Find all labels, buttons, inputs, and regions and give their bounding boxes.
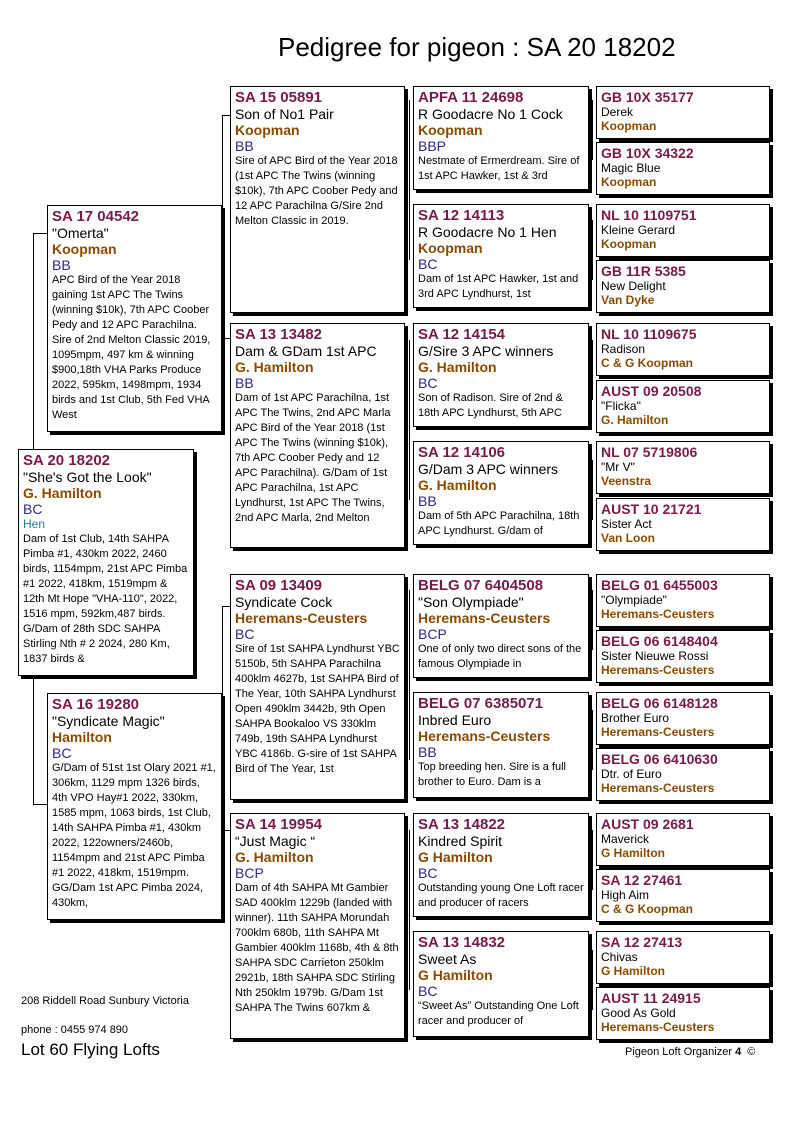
breeder: Van Loon (601, 531, 655, 545)
ring-number: AUST 10 21721 (601, 501, 702, 517)
notes: Top breeding hen. Sire is a full brother to Euro. Dam is a (418, 761, 566, 788)
copyright-symbol: © (747, 1046, 756, 1058)
ring-number: NL 10 1109751 (601, 207, 697, 223)
pigeon-name: G/Dam 3 APC winners (418, 461, 559, 477)
pigeon-card-sire-dam[interactable] (230, 323, 405, 548)
address: 208 Riddell Road Sunbury Victoria (21, 995, 189, 1007)
connector-line (409, 100, 410, 260)
pigeon-name: Kindred Spirit (418, 833, 503, 849)
connector-line (409, 340, 410, 500)
connector-line (33, 804, 47, 805)
colour: BCP (418, 626, 447, 642)
colour: BC (418, 375, 438, 391)
pigeon-name: “Just Magic “ (235, 833, 316, 849)
pigeon-card-gen4[interactable] (596, 574, 770, 627)
breeder: Koopman (601, 119, 657, 133)
pigeon-name: "She's Got the Look" (23, 469, 152, 485)
pigeon-name: "Flicka" (601, 399, 641, 413)
colour: BB (235, 375, 254, 391)
pigeon-name: "Olympiade" (601, 593, 667, 607)
breeder: Heremans-Ceusters (418, 610, 551, 626)
ring-number: GB 10X 35177 (601, 89, 694, 105)
breeder: G. Hamilton (235, 359, 314, 375)
connector-line (592, 460, 593, 520)
ring-number: BELG 07 6404508 (418, 577, 544, 594)
pigeon-name: "Mr V" (601, 460, 635, 474)
notes: Nestmate of Ermerdream. Sire of 1st APC Hawker, 1st & 3rd (418, 155, 580, 182)
pigeon-name: Maverick (601, 832, 650, 846)
ring-number: SA 12 14106 (418, 444, 506, 461)
ring-number: AUST 09 20508 (601, 383, 702, 399)
pigeon-card-gen4[interactable] (596, 204, 770, 257)
ring-number: SA 15 05891 (235, 89, 323, 106)
pigeon-card-gen4[interactable] (596, 630, 770, 683)
pigeon-name: New Delight (601, 279, 666, 293)
breeder: G. Hamilton (601, 413, 669, 427)
ring-number: BELG 06 6410630 (601, 751, 718, 767)
ring-number: BELG 06 6148128 (601, 695, 718, 711)
pigeon-name: Brother Euro (601, 711, 670, 725)
ring-number: AUST 11 24915 (601, 990, 701, 1006)
sex: Hen (23, 517, 46, 531)
connector-line (592, 950, 593, 1010)
ring-number: AUST 09 2681 (601, 816, 694, 832)
ring-number: BELG 01 6455003 (601, 577, 718, 593)
pigeon-card-gen4[interactable] (596, 86, 770, 139)
colour: BCP (235, 865, 264, 881)
ring-number: NL 10 1109675 (601, 326, 697, 342)
pigeon-card-gen4[interactable] (596, 142, 770, 195)
breeder: Koopman (418, 122, 483, 138)
pigeon-card-gen4[interactable] (596, 692, 770, 745)
pigeon-name: Dtr. of Euro (601, 767, 662, 781)
pigeon-card-gen4[interactable] (596, 748, 770, 801)
notes: Dam of 1st Club, 14th SAHPA Pimba #1, 430km 2022, 2460 birds, 1154mpm, 21st APC Pimba #1 2022, 418km, 1519mpm & 12th Mt Hope "VHA-110", 2022, 1516 mpm, 592km,487 birds. G/Dam of 28th SDC SAHPA Stirling Nth # 2 2024, 280 Km, 1837 birds & (23, 533, 188, 665)
notes: G/Dam of 51st 1st Olary 2021 #1, 306km, 1129 mpm 1326 birds, 4th VPO Hay#1 2022, 330km, 1585 mpm, 1063 birds, 1st Club, 14th SAHPA Pimba #1, 430km 2022, 122owners/2460b, 1154mpm and 21st APC Pimba #1 2022, 418km, 1519mpm. GG/Dam 1st APC Pimba 2024, 430km, (52, 762, 216, 909)
connector-line (33, 677, 34, 804)
ring-number: BELG 06 6148404 (601, 633, 718, 649)
pigeon-name: R Goodacre No 1 Cock (418, 106, 563, 122)
pigeon-name: Sister Nieuwe Rossi (601, 649, 709, 663)
notes: APC Bird of the Year 2018 gaining 1st APC The Twins (winning $10k), 7th APC Coober Pedy and 12 APC Parachilna. Sire of 2nd Melton Classic 2019, 1095mpm, 497 km & winning $900,18th VHA Parks Produce 2022, 595km, 1498mpm, 1934 birds and 1st Club, 5th Fed VHA West (52, 274, 211, 421)
pigeon-name: Sister Act (601, 517, 652, 531)
pigeon-name: Syndicate Cock (235, 594, 333, 610)
notes: Sire of 1st SAHPA Lyndhurst YBC 5150b, 5th SAHPA Parachilna 400klm 4627b, 1st SAHPA Bird of The Year, 10th SAHPA Lyndhurst Open 490klm 3442b, 9th Open SAHPA Bookaloo VS 330klm 749b, 19th SAHPA Lyndhurst YBC 4186b. G-sire of 1st SAHPA Bird of The Year, 1st (235, 643, 400, 775)
notes: Son of Radison. Sire of 2nd & 18th APC Lyndhurst, 5th APC (418, 392, 563, 419)
notes: One of only two direct sons of the famous Olympiade in (418, 643, 582, 670)
ring-number: NL 07 5719806 (601, 444, 698, 460)
ring-number: BELG 07 6385071 (418, 695, 544, 712)
pigeon-card-dam-dam[interactable] (230, 813, 405, 1039)
breeder: Heremans-Ceusters (601, 781, 715, 795)
pigeon-card-dam[interactable] (47, 693, 222, 920)
pigeon-card-sire-sire[interactable] (230, 86, 405, 313)
colour: BC (52, 745, 72, 761)
connector-line (33, 233, 34, 451)
ring-number: SA 14 19954 (235, 816, 323, 833)
colour: BC (235, 626, 255, 642)
colour: BB (418, 493, 437, 509)
connector-line (222, 606, 230, 607)
connector-line (222, 115, 223, 338)
pigeon-name: Sweet As (418, 951, 477, 967)
breeder: Koopman (601, 175, 657, 189)
colour: BC (23, 501, 43, 517)
notes: Dam of 1st APC Parachilna, 1st APC The Twins, 2nd APC Marla APC Bird of the Year 2018 (1st APC The Twins (winning $10k), 7th APC Coober Pedy and 12 APC Parachilna). G/Dam of 1st APC Parachilna, 1st APC Lyndhurst, 1st APC The Twins, 2nd APC Marla, 2nd Melton (235, 392, 391, 524)
connector-line (222, 338, 230, 339)
notes: Dam of 5th APC Parachilna, 18th APC Lyndhurst. G/dam of (418, 510, 580, 537)
organizer-credit (625, 1046, 755, 1058)
colour: BC (418, 256, 438, 272)
colour: BB (52, 257, 71, 273)
pigeon-name: R Goodacre No 1 Hen (418, 224, 557, 240)
breeder: C & G Koopman (601, 356, 693, 370)
pigeon-name: G/Sire 3 APC winners (418, 343, 554, 359)
pigeon-name: Derek (601, 105, 634, 119)
pigeon-name: Chivas (601, 950, 638, 964)
ring-number: GB 11R 5385 (601, 263, 686, 279)
pigeon-card-gen4[interactable] (596, 813, 770, 866)
connector-line (592, 590, 593, 650)
notes: Outstanding young One Loft racer and producer of racers (418, 882, 584, 909)
ring-number: SA 13 14822 (418, 816, 506, 833)
connector-line (222, 606, 223, 830)
pigeon-card-gen4[interactable] (596, 260, 770, 313)
connector-line (409, 590, 410, 760)
ring-number: SA 12 27461 (601, 872, 683, 888)
breeder: G. Hamilton (418, 359, 497, 375)
connector-line (409, 830, 410, 990)
breeder: Veenstra (601, 474, 652, 488)
breeder: Koopman (235, 122, 300, 138)
notes: Dam of 4th SAHPA Mt Gambier SAD 400klm 1229b (landed with winner). 11th SAHPA Morundah 700klm 680b, 11th SAHPA Mt Gambier 400klm 1168b, 4th & 8th SAHPA SDC Carrieton 250klm 2921b, 18th SAHPA SDC Stirling Nth 250klm 1979b. G/Dam 1st SAHPA The Twins 607km & (235, 882, 399, 1014)
pigeon-name: "Syndicate Magic" (52, 713, 165, 729)
pigeon-card-gen3[interactable] (413, 931, 589, 1037)
pigeon-card-gen4[interactable] (596, 441, 770, 494)
pigeon-name: Radison (601, 342, 646, 356)
ring-number: SA 16 19280 (52, 696, 140, 713)
notes: “Sweet As” Outstanding One Loft racer and producer of (418, 1000, 579, 1027)
colour: BB (418, 744, 437, 760)
notes: Sire of APC Bird of the Year 2018 (1st APC The Twins (winning $10k), 7th APC Coober Pedy and 12 APC Parachilna G/Sire 2nd Melton Classic in 2019. (235, 155, 398, 227)
ring-number: SA 12 27413 (601, 934, 683, 950)
pigeon-card-gen4[interactable] (596, 498, 770, 551)
pigeon-card-gen3[interactable] (413, 323, 589, 427)
breeder: Van Dyke (601, 293, 655, 307)
ring-number: SA 12 14113 (418, 207, 505, 224)
pigeon-card-sire[interactable] (47, 205, 222, 432)
pigeon-name: "Omerta" (52, 225, 109, 241)
ring-number: SA 17 04542 (52, 208, 140, 225)
pigeon-card-gen3[interactable] (413, 441, 589, 545)
breeder: G. Hamilton (23, 485, 102, 501)
ring-number: SA 13 14832 (418, 934, 506, 951)
colour: BBP (418, 138, 447, 154)
ring-number: SA 13 13482 (235, 326, 323, 343)
pigeon-card-gen3[interactable] (413, 813, 589, 917)
breeder: Heremans-Ceusters (601, 725, 715, 739)
notes: Dam of 1st APC Hawker, 1st and 3rd APC Lyndhurst, 1st (418, 273, 579, 300)
pigeon-name: Magic Blue (601, 161, 661, 175)
pigeon-name: Kleine Gerard (601, 223, 676, 237)
pigeon-card-gen4[interactable] (596, 869, 770, 922)
breeder: G Hamilton (418, 849, 493, 865)
connector-line (222, 115, 230, 116)
organizer-version: 4 (735, 1046, 742, 1058)
pigeon-name: High Aim (601, 888, 650, 902)
ring-number: SA 20 18202 (23, 452, 111, 469)
pigeon-name: Inbred Euro (418, 712, 492, 728)
breeder: Heremans-Ceusters (418, 728, 551, 744)
pigeon-card-gen3[interactable] (413, 692, 589, 798)
breeder: Koopman (418, 240, 483, 256)
pigeon-card-gen3[interactable] (413, 86, 589, 190)
breeder: G. Hamilton (235, 849, 314, 865)
connector-line (592, 830, 593, 890)
pigeon-card-dam-sire[interactable] (230, 574, 405, 800)
breeder: G Hamilton (601, 846, 666, 860)
pigeon-card-gen4[interactable] (596, 931, 770, 984)
breeder: Heremans-Ceusters (601, 1020, 715, 1034)
connector-line (592, 710, 593, 770)
breeder: Heremans-Ceusters (601, 663, 715, 677)
breeder: Koopman (52, 241, 117, 257)
ring-number: APFA 11 24698 (418, 89, 524, 106)
pigeon-name: Good As Gold (601, 1006, 676, 1020)
pigeon-name: "Son Olympiade" (418, 594, 524, 610)
pigeon-card-gen4[interactable] (596, 987, 770, 1040)
phone: phone : 0455 974 890 (21, 1024, 129, 1036)
connector-line (592, 220, 593, 280)
connector-line (592, 340, 593, 400)
colour: BC (418, 983, 438, 999)
breeder: Heremans-Ceusters (235, 610, 368, 626)
breeder: Heremans-Ceusters (601, 607, 715, 621)
pigeon-card-gen4[interactable] (596, 380, 770, 433)
pigeon-name: Son of No1 Pair (235, 106, 334, 122)
breeder: C & G Koopman (601, 902, 693, 916)
breeder: G Hamilton (418, 967, 493, 983)
colour: BB (235, 138, 254, 154)
ring-number: SA 09 13409 (235, 577, 323, 594)
breeder: G. Hamilton (418, 477, 497, 493)
ring-number: SA 12 14154 (418, 326, 506, 343)
pigeon-card-gen3[interactable] (413, 574, 589, 678)
breeder: Hamilton (52, 729, 112, 745)
page-title: Pedigree for pigeon : SA 20 18202 (278, 32, 676, 62)
pigeon-card-gen3[interactable] (413, 204, 589, 308)
connector-line (592, 100, 593, 160)
connector-line (33, 233, 47, 234)
pigeon-card-subject[interactable] (18, 449, 194, 676)
loft-name: Lot 60 Flying Lofts (21, 1040, 160, 1059)
breeder: G Hamilton (601, 964, 666, 978)
breeder: Koopman (601, 237, 657, 251)
connector-line (222, 830, 230, 831)
organizer-name: Pigeon Loft Organizer (625, 1046, 733, 1058)
pigeon-card-gen4[interactable] (596, 323, 770, 376)
colour: BC (418, 865, 438, 881)
ring-number: GB 10X 34322 (601, 145, 694, 161)
pigeon-name: Dam & GDam 1st APC (235, 343, 377, 359)
